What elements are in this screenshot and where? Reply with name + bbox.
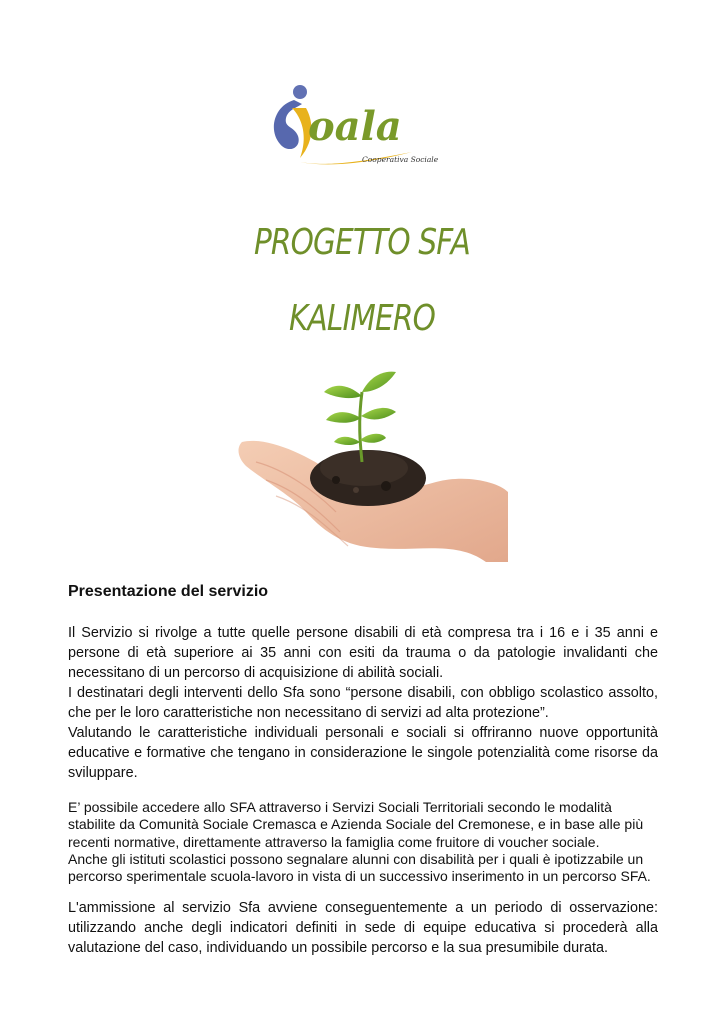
hand-with-seedling-image bbox=[236, 362, 508, 562]
koala-logo bbox=[262, 78, 458, 178]
paragraph-admission: L'ammissione al servizio Sfa avviene conseguentemente a un periodo di osservazione: utilizzando anche degli indicatori definiti in sede di equipe educativa si procederà alla valutazione del caso, individuando un possibile percorso e la sua presumibile durata. bbox=[68, 900, 658, 956]
paragraph-line: I destinatari degli interventi dello Sfa sono “persone disabili, con obbligo scolastico assolto, che per le loro caratteristiche non necessitano di servizi ad alta protezione”. bbox=[68, 685, 658, 721]
paragraph-line: Valutando le caratteristiche individuali personali e sociali si offriranno nuove opportunità educative e formative che tengano in considerazione le singole potenzialità come risorse da sviluppare. bbox=[68, 725, 658, 781]
project-subtitle: KALIMERO bbox=[288, 298, 436, 339]
paragraph-presentation bbox=[68, 623, 658, 783]
paragraph-line: E’ possibile accedere allo SFA attraverso i Servizi Sociali Territoriali secondo le modalità stabilite da Comunità Sociale Cremasca e Azienda Sociale del Cremonese, e in base alle più recenti normative, direttamente attraverso la famiglia come fruitore di voucher sociale. bbox=[68, 799, 644, 850]
svg-text:oala: oala bbox=[308, 103, 402, 150]
project-title: PROGETTO SFA bbox=[253, 222, 471, 263]
paragraph-line: Anche gli istituti scolastici possono segnalare alunni con disabilità per i quali è ipotizzabile un percorso sperimentale scuola-lavoro in vista di un successivo inserimento in un percorso SFA. bbox=[68, 850, 651, 885]
section-heading: Presentazione del servizio bbox=[68, 583, 269, 600]
paragraph-access bbox=[68, 799, 658, 885]
svg-text:Cooperativa Sociale: Cooperativa Sociale bbox=[362, 155, 439, 164]
paragraph-line: Il Servizio si rivolge a tutte quelle persone disabili di età compresa tra i 16 e i 35 anni e persone di età superiore ai 35 anni con esiti da trauma o da patologie invalidanti che necessitano di un percorso di acquisizione di abilità sociali. bbox=[68, 625, 658, 681]
